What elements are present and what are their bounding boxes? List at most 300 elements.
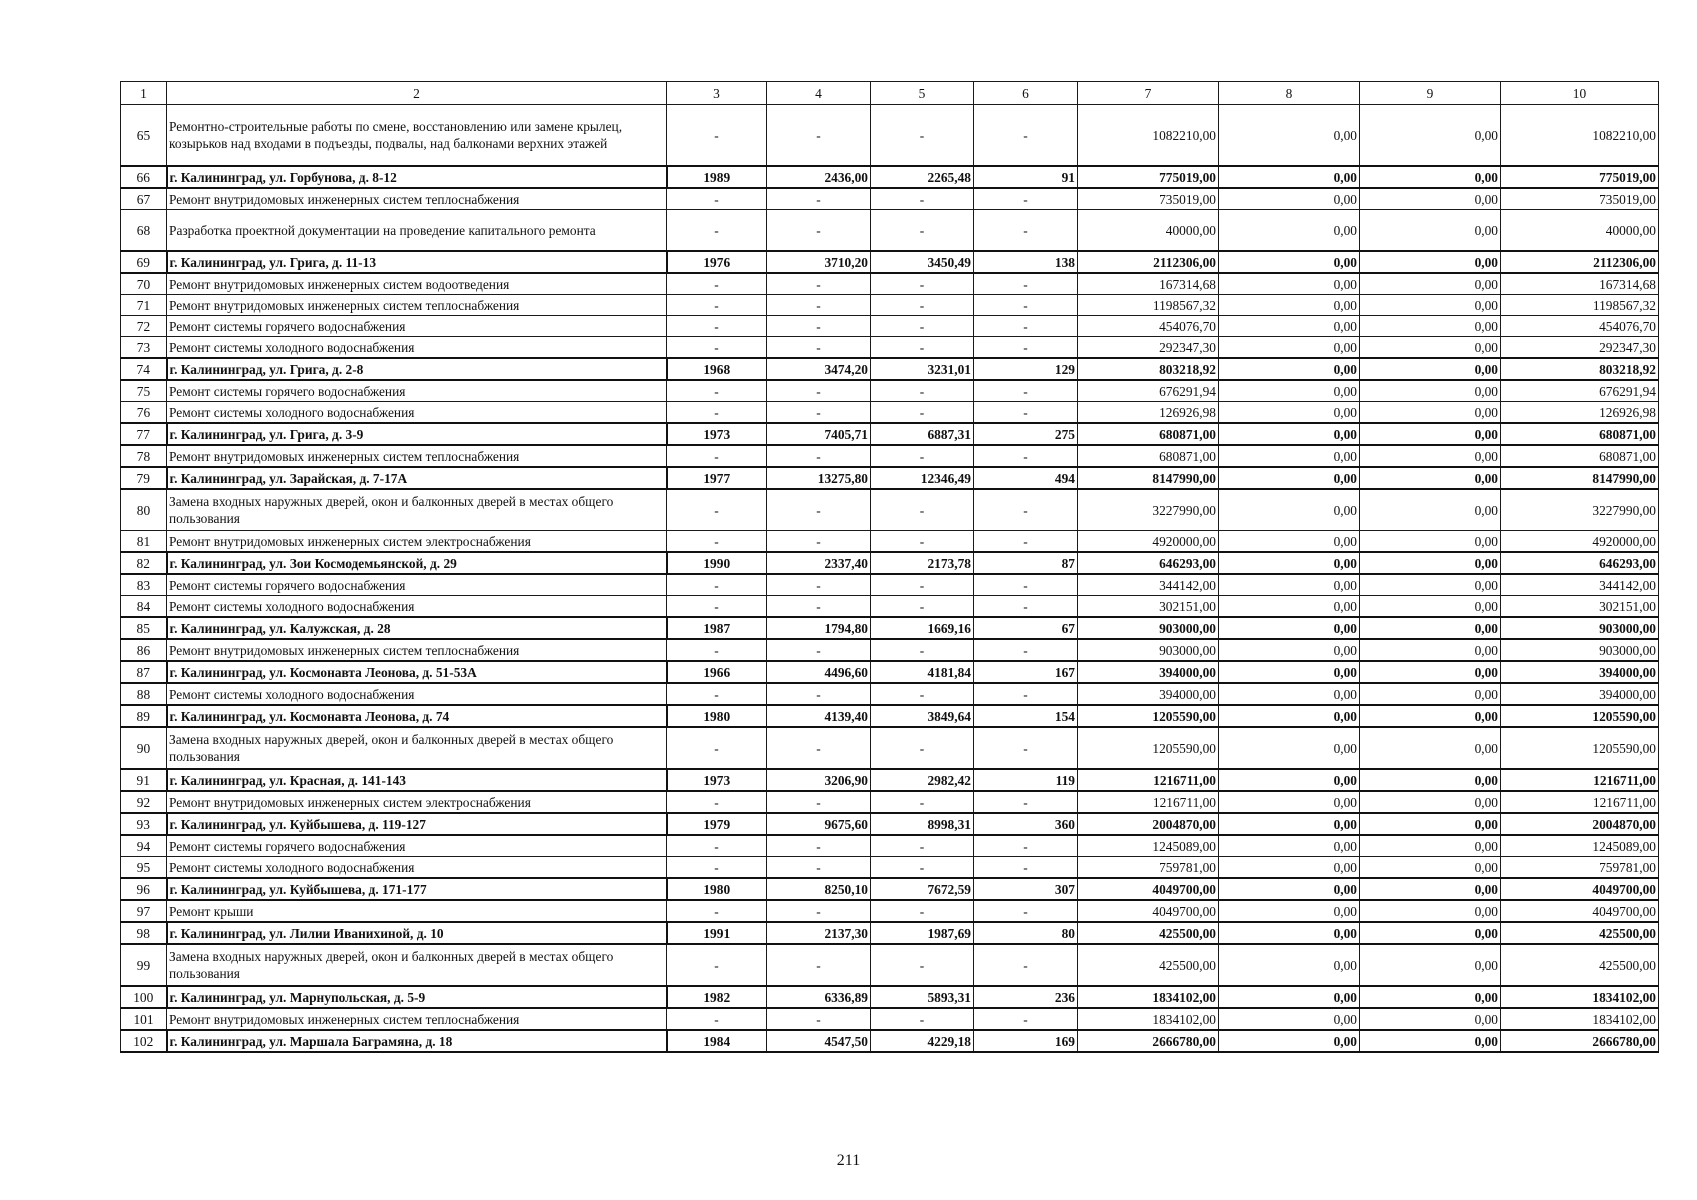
year-built: 1977 [667, 467, 767, 489]
year-built: - [667, 639, 767, 661]
row-number: 66 [121, 166, 167, 188]
budget-cost: 0,00 [1360, 769, 1501, 791]
owners-cost: 1205590,00 [1501, 727, 1659, 769]
fund-cost: 0,00 [1219, 791, 1360, 813]
column-number-9: 9 [1360, 82, 1501, 105]
fund-cost: 0,00 [1219, 166, 1360, 188]
fund-cost: 0,00 [1219, 727, 1360, 769]
row-name: Ремонтно-строительные работы по смене, восстановлению или замене крылец, козырьков над входами в подъезды, подвалы, над балконами верхних этажей [167, 105, 667, 167]
row-name: Ремонт системы горячего водоснабжения [167, 316, 667, 337]
budget-cost: 0,00 [1360, 489, 1501, 531]
residents-count: 275 [974, 423, 1078, 445]
work-row [121, 574, 1659, 596]
work-row [121, 531, 1659, 553]
column-number-1: 1 [121, 82, 167, 105]
row-name: Ремонт системы холодного водоснабжения [167, 683, 667, 705]
work-row [121, 445, 1659, 467]
fund-cost: 0,00 [1219, 402, 1360, 424]
year-built: - [667, 188, 767, 210]
owners-cost: 676291,94 [1501, 380, 1659, 402]
fund-cost: 0,00 [1219, 467, 1360, 489]
budget-cost: 0,00 [1360, 813, 1501, 835]
budget-cost: 0,00 [1360, 727, 1501, 769]
row-name: г. Калининград, ул. Грига, д. 11-13 [167, 251, 667, 273]
row-name: Ремонт крыши [167, 900, 667, 922]
building-row [121, 552, 1659, 574]
row-name: г. Калининград, ул. Куйбышева, д. 119-127 [167, 813, 667, 835]
residents-count: 80 [974, 922, 1078, 944]
owners-cost: 4049700,00 [1501, 878, 1659, 900]
living-area: 1987,69 [871, 922, 974, 944]
fund-cost: 0,00 [1219, 337, 1360, 359]
owners-cost: 1216711,00 [1501, 769, 1659, 791]
residents-count: 169 [974, 1030, 1078, 1052]
owners-cost: 1245089,00 [1501, 835, 1659, 857]
row-number: 100 [121, 986, 167, 1008]
budget-cost: 0,00 [1360, 900, 1501, 922]
total-cost: 1082210,00 [1078, 105, 1219, 167]
budget-cost: 0,00 [1360, 922, 1501, 944]
row-number: 98 [121, 922, 167, 944]
work-row [121, 857, 1659, 879]
column-number-3: 3 [667, 82, 767, 105]
year-built: - [667, 273, 767, 295]
total-cost: 2112306,00 [1078, 251, 1219, 273]
budget-cost: 0,00 [1360, 337, 1501, 359]
fund-cost: 0,00 [1219, 944, 1360, 986]
year-built: - [667, 337, 767, 359]
owners-cost: 2004870,00 [1501, 813, 1659, 835]
row-name: г. Калининград, ул. Куйбышева, д. 171-177 [167, 878, 667, 900]
residents-count: 129 [974, 358, 1078, 380]
row-name: г. Калининград, ул. Красная, д. 141-143 [167, 769, 667, 791]
row-number: 67 [121, 188, 167, 210]
fund-cost: 0,00 [1219, 857, 1360, 879]
total-area: 4496,60 [767, 661, 871, 683]
row-number: 78 [121, 445, 167, 467]
row-name: г. Калининград, ул. Космонавта Леонова, д. 74 [167, 705, 667, 727]
building-row [121, 813, 1659, 835]
work-row [121, 944, 1659, 986]
page-number: 211 [836, 1152, 861, 1169]
year-built: 1980 [667, 705, 767, 727]
row-name: Ремонт системы горячего водоснабжения [167, 574, 667, 596]
total-cost: 40000,00 [1078, 210, 1219, 252]
fund-cost: 0,00 [1219, 922, 1360, 944]
living-area: 5893,31 [871, 986, 974, 1008]
total-area: - [767, 295, 871, 316]
residents-count: - [974, 489, 1078, 531]
year-built: 1976 [667, 251, 767, 273]
row-number: 91 [121, 769, 167, 791]
work-row [121, 295, 1659, 316]
fund-cost: 0,00 [1219, 210, 1360, 252]
total-cost: 1834102,00 [1078, 1008, 1219, 1030]
building-row [121, 467, 1659, 489]
work-row [121, 210, 1659, 252]
owners-cost: 680871,00 [1501, 445, 1659, 467]
budget-cost: 0,00 [1360, 944, 1501, 986]
row-number: 89 [121, 705, 167, 727]
year-built: - [667, 900, 767, 922]
fund-cost: 0,00 [1219, 813, 1360, 835]
residents-count: - [974, 791, 1078, 813]
row-number: 79 [121, 467, 167, 489]
budget-cost: 0,00 [1360, 1008, 1501, 1030]
total-area: 4547,50 [767, 1030, 871, 1052]
budget-cost: 0,00 [1360, 210, 1501, 252]
year-built: - [667, 791, 767, 813]
living-area: 1669,16 [871, 617, 974, 639]
owners-cost: 425500,00 [1501, 944, 1659, 986]
row-name: Ремонт внутридомовых инженерных систем электроснабжения [167, 791, 667, 813]
row-name: Ремонт системы горячего водоснабжения [167, 380, 667, 402]
living-area: - [871, 489, 974, 531]
fund-cost: 0,00 [1219, 489, 1360, 531]
total-cost: 344142,00 [1078, 574, 1219, 596]
owners-cost: 803218,92 [1501, 358, 1659, 380]
row-name: Ремонт внутридомовых инженерных систем электроснабжения [167, 531, 667, 553]
year-built: 1966 [667, 661, 767, 683]
living-area: - [871, 273, 974, 295]
residents-count: - [974, 944, 1078, 986]
living-area: 3849,64 [871, 705, 974, 727]
work-row [121, 337, 1659, 359]
work-row [121, 273, 1659, 295]
column-number-10: 10 [1501, 82, 1659, 105]
fund-cost: 0,00 [1219, 596, 1360, 618]
total-area: - [767, 683, 871, 705]
owners-cost: 903000,00 [1501, 617, 1659, 639]
row-name: Ремонт системы холодного водоснабжения [167, 596, 667, 618]
budget-cost: 0,00 [1360, 574, 1501, 596]
total-area: - [767, 857, 871, 879]
residents-count: 67 [974, 617, 1078, 639]
living-area: - [871, 727, 974, 769]
work-row [121, 105, 1659, 167]
total-cost: 1216711,00 [1078, 769, 1219, 791]
total-area: - [767, 316, 871, 337]
work-row [121, 1008, 1659, 1030]
budget-cost: 0,00 [1360, 251, 1501, 273]
residents-count: - [974, 531, 1078, 553]
fund-cost: 0,00 [1219, 683, 1360, 705]
budget-cost: 0,00 [1360, 402, 1501, 424]
year-built: 1979 [667, 813, 767, 835]
living-area: - [871, 380, 974, 402]
owners-cost: 126926,98 [1501, 402, 1659, 424]
budget-cost: 0,00 [1360, 639, 1501, 661]
total-cost: 680871,00 [1078, 445, 1219, 467]
row-name: г. Калининград, ул. Грига, д. 3-9 [167, 423, 667, 445]
total-area: 6336,89 [767, 986, 871, 1008]
budget-cost: 0,00 [1360, 295, 1501, 316]
total-cost: 167314,68 [1078, 273, 1219, 295]
total-area: - [767, 791, 871, 813]
row-number: 69 [121, 251, 167, 273]
total-area: 3474,20 [767, 358, 871, 380]
row-number: 85 [121, 617, 167, 639]
row-number: 73 [121, 337, 167, 359]
residents-count: - [974, 1008, 1078, 1030]
fund-cost: 0,00 [1219, 986, 1360, 1008]
owners-cost: 646293,00 [1501, 552, 1659, 574]
row-number: 76 [121, 402, 167, 424]
living-area: - [871, 596, 974, 618]
owners-cost: 394000,00 [1501, 661, 1659, 683]
row-name: Ремонт системы холодного водоснабжения [167, 337, 667, 359]
year-built: - [667, 857, 767, 879]
row-number: 96 [121, 878, 167, 900]
total-cost: 676291,94 [1078, 380, 1219, 402]
row-number: 99 [121, 944, 167, 986]
living-area: - [871, 188, 974, 210]
row-number: 75 [121, 380, 167, 402]
total-cost: 775019,00 [1078, 166, 1219, 188]
building-row [121, 769, 1659, 791]
owners-cost: 302151,00 [1501, 596, 1659, 618]
living-area: - [871, 337, 974, 359]
residents-count: - [974, 188, 1078, 210]
total-cost: 1245089,00 [1078, 835, 1219, 857]
owners-cost: 903000,00 [1501, 639, 1659, 661]
row-name: г. Калининград, ул. Марнупольская, д. 5-9 [167, 986, 667, 1008]
fund-cost: 0,00 [1219, 574, 1360, 596]
building-row [121, 423, 1659, 445]
capital-repair-table [120, 81, 1659, 1053]
row-number: 94 [121, 835, 167, 857]
owners-cost: 4049700,00 [1501, 900, 1659, 922]
living-area: - [871, 639, 974, 661]
residents-count: - [974, 727, 1078, 769]
year-built: - [667, 1008, 767, 1030]
fund-cost: 0,00 [1219, 835, 1360, 857]
total-cost: 425500,00 [1078, 922, 1219, 944]
row-number: 77 [121, 423, 167, 445]
year-built: - [667, 105, 767, 167]
living-area: 12346,49 [871, 467, 974, 489]
fund-cost: 0,00 [1219, 316, 1360, 337]
living-area: - [871, 791, 974, 813]
total-cost: 3227990,00 [1078, 489, 1219, 531]
residents-count: - [974, 380, 1078, 402]
total-cost: 903000,00 [1078, 617, 1219, 639]
budget-cost: 0,00 [1360, 835, 1501, 857]
total-area: - [767, 273, 871, 295]
total-cost: 646293,00 [1078, 552, 1219, 574]
row-number: 97 [121, 900, 167, 922]
total-cost: 4920000,00 [1078, 531, 1219, 553]
row-number: 95 [121, 857, 167, 879]
living-area: - [871, 316, 974, 337]
year-built: - [667, 316, 767, 337]
owners-cost: 680871,00 [1501, 423, 1659, 445]
owners-cost: 735019,00 [1501, 188, 1659, 210]
owners-cost: 1834102,00 [1501, 1008, 1659, 1030]
row-number: 82 [121, 552, 167, 574]
living-area: 6887,31 [871, 423, 974, 445]
year-built: 1991 [667, 922, 767, 944]
residents-count: 138 [974, 251, 1078, 273]
budget-cost: 0,00 [1360, 857, 1501, 879]
budget-cost: 0,00 [1360, 188, 1501, 210]
residents-count: - [974, 105, 1078, 167]
living-area: 8998,31 [871, 813, 974, 835]
row-name: Ремонт внутридомовых инженерных систем теплоснабжения [167, 1008, 667, 1030]
owners-cost: 454076,70 [1501, 316, 1659, 337]
living-area: 2265,48 [871, 166, 974, 188]
building-row [121, 251, 1659, 273]
work-row [121, 596, 1659, 618]
row-name: г. Калининград, ул. Зои Космодемьянской, д. 29 [167, 552, 667, 574]
fund-cost: 0,00 [1219, 617, 1360, 639]
fund-cost: 0,00 [1219, 380, 1360, 402]
living-area: - [871, 835, 974, 857]
owners-cost: 3227990,00 [1501, 489, 1659, 531]
residents-count: - [974, 273, 1078, 295]
work-row [121, 835, 1659, 857]
row-number: 88 [121, 683, 167, 705]
column-number-5: 5 [871, 82, 974, 105]
year-built: - [667, 574, 767, 596]
column-number-row [121, 82, 1659, 105]
column-number-8: 8 [1219, 82, 1360, 105]
row-name: Ремонт системы холодного водоснабжения [167, 402, 667, 424]
living-area: - [871, 402, 974, 424]
total-cost: 680871,00 [1078, 423, 1219, 445]
living-area: - [871, 683, 974, 705]
year-built: - [667, 210, 767, 252]
total-area: - [767, 402, 871, 424]
work-row [121, 683, 1659, 705]
total-cost: 1198567,32 [1078, 295, 1219, 316]
year-built: 1968 [667, 358, 767, 380]
row-name: Ремонт внутридомовых инженерных систем теплоснабжения [167, 639, 667, 661]
building-row [121, 878, 1659, 900]
residents-count: - [974, 337, 1078, 359]
total-area: 2137,30 [767, 922, 871, 944]
total-area: - [767, 727, 871, 769]
residents-count: - [974, 210, 1078, 252]
total-area: 2436,00 [767, 166, 871, 188]
owners-cost: 4920000,00 [1501, 531, 1659, 553]
fund-cost: 0,00 [1219, 251, 1360, 273]
living-area: - [871, 105, 974, 167]
living-area: 4229,18 [871, 1030, 974, 1052]
owners-cost: 1834102,00 [1501, 986, 1659, 1008]
row-number: 70 [121, 273, 167, 295]
row-number: 87 [121, 661, 167, 683]
work-row [121, 316, 1659, 337]
fund-cost: 0,00 [1219, 705, 1360, 727]
year-built: 1973 [667, 423, 767, 445]
total-cost: 803218,92 [1078, 358, 1219, 380]
budget-cost: 0,00 [1360, 273, 1501, 295]
residents-count: - [974, 402, 1078, 424]
total-area: - [767, 105, 871, 167]
row-name: Разработка проектной документации на проведение капитального ремонта [167, 210, 667, 252]
owners-cost: 167314,68 [1501, 273, 1659, 295]
fund-cost: 0,00 [1219, 1008, 1360, 1030]
row-name: г. Калининград, ул. Горбунова, д. 8-12 [167, 166, 667, 188]
residents-count: 167 [974, 661, 1078, 683]
total-area: - [767, 445, 871, 467]
total-area: - [767, 489, 871, 531]
row-number: 72 [121, 316, 167, 337]
owners-cost: 292347,30 [1501, 337, 1659, 359]
total-area: 4139,40 [767, 705, 871, 727]
work-row [121, 791, 1659, 813]
year-built: - [667, 596, 767, 618]
row-name: г. Калининград, ул. Грига, д. 2-8 [167, 358, 667, 380]
total-cost: 292347,30 [1078, 337, 1219, 359]
row-name: г. Калининград, ул. Космонавта Леонова, д. 51-53А [167, 661, 667, 683]
year-built: - [667, 489, 767, 531]
total-cost: 1216711,00 [1078, 791, 1219, 813]
year-built: - [667, 683, 767, 705]
residents-count: 307 [974, 878, 1078, 900]
total-cost: 759781,00 [1078, 857, 1219, 879]
row-name: Замена входных наружных дверей, окон и балконных дверей в местах общего пользования [167, 489, 667, 531]
row-number: 101 [121, 1008, 167, 1030]
total-area: 3710,20 [767, 251, 871, 273]
row-number: 83 [121, 574, 167, 596]
total-cost: 2004870,00 [1078, 813, 1219, 835]
total-cost: 4049700,00 [1078, 878, 1219, 900]
year-built: 1987 [667, 617, 767, 639]
total-area: - [767, 188, 871, 210]
residents-count: - [974, 835, 1078, 857]
living-area: - [871, 295, 974, 316]
total-area: 1794,80 [767, 617, 871, 639]
budget-cost: 0,00 [1360, 705, 1501, 727]
residents-count: - [974, 445, 1078, 467]
row-name: Ремонт системы горячего водоснабжения [167, 835, 667, 857]
row-name: г. Калининград, ул. Маршала Баграмяна, д. 18 [167, 1030, 667, 1052]
row-name: Ремонт внутридомовых инженерных систем водоотведения [167, 273, 667, 295]
column-number-7: 7 [1078, 82, 1219, 105]
living-area: - [871, 574, 974, 596]
fund-cost: 0,00 [1219, 1030, 1360, 1052]
year-built: - [667, 531, 767, 553]
budget-cost: 0,00 [1360, 1030, 1501, 1052]
total-area: - [767, 900, 871, 922]
living-area: - [871, 531, 974, 553]
total-area: - [767, 639, 871, 661]
budget-cost: 0,00 [1360, 661, 1501, 683]
building-row [121, 1030, 1659, 1052]
year-built: 1980 [667, 878, 767, 900]
owners-cost: 775019,00 [1501, 166, 1659, 188]
total-cost: 394000,00 [1078, 683, 1219, 705]
owners-cost: 1082210,00 [1501, 105, 1659, 167]
total-area: - [767, 531, 871, 553]
year-built: - [667, 380, 767, 402]
residents-count: 236 [974, 986, 1078, 1008]
row-number: 74 [121, 358, 167, 380]
budget-cost: 0,00 [1360, 531, 1501, 553]
total-cost: 425500,00 [1078, 944, 1219, 986]
row-name: г. Калининград, ул. Зарайская, д. 7-17А [167, 467, 667, 489]
residents-count: - [974, 857, 1078, 879]
total-cost: 394000,00 [1078, 661, 1219, 683]
residents-count: - [974, 316, 1078, 337]
row-number: 65 [121, 105, 167, 167]
total-cost: 1205590,00 [1078, 727, 1219, 769]
fund-cost: 0,00 [1219, 273, 1360, 295]
budget-cost: 0,00 [1360, 316, 1501, 337]
owners-cost: 425500,00 [1501, 922, 1659, 944]
